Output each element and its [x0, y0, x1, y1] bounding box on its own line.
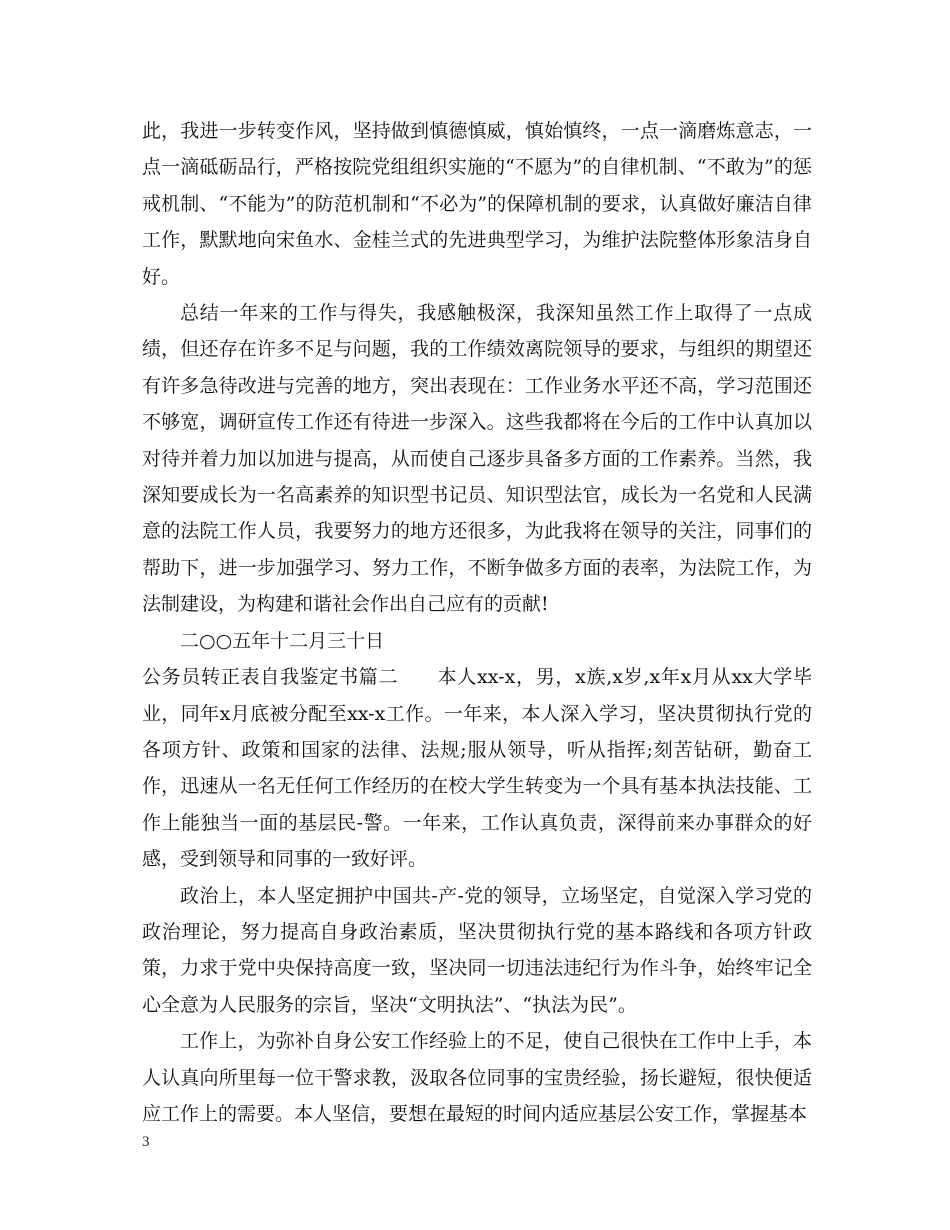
paragraph-summary: 总结一年来的工作与得失，我感触极深，我深知虽然工作上取得了一点成绩，但还存在许多不足与问题，我的工作绩效离院领导的要求，与组织的期望还有许多急待改进与完善的地方，突出表现在：工作业务水平还不高，学习范围还不够宽，调研宣传工作还有待进一步深入。这些我都将在今后的工作中认真加以对待并着力加以加进与提高，从而使自己逐步具备多方面的工作素养。当然，我深知要成长为一名高素养的知识型书记员、知识型法官，成长为一名党和人民满意的法院工作人员，我要努力的地方还很多，为此我将在领导的关注，同事们的帮助下，进一步加强学习、努力工作，不断争做多方面的表率，为法院工作，为法制建设，为构建和谐社会作出自己应有的贡献! [142, 302, 812, 616]
page-number: 3 [142, 1134, 150, 1150]
paragraph-political: 政治上，本人坚定拥护中国共-产-党的领导，立场坚定，自觉深入学习党的政治理论，努力提高自身政治素质，坚决贯彻执行党的基本路线和各项方针政策，力求于党中央保持高度一致，坚决同一切违法违纪行为作斗争，始终牢记全心全意为人民服务的宗旨，坚决“文明执法”、“执法为民”。 [142, 884, 812, 1016]
document-body [142, 113, 812, 1132]
paragraph-date: 二○○五年十二月三十日 [180, 629, 385, 652]
paragraph-work: 工作上，为弥补自身公安工作经验上的不足，使自己很快在工作中上手，本人认真向所里每一位干警求教，汲取各位同事的宝贵经验，扬长避短，很快便适应工作上的需要。本人坚信，要想在最短的时间内适应基层公安工作，掌握基本 [142, 1030, 812, 1125]
paragraph-conduct: 此，我进一步转变作风，坚持做到慎德慎威，慎始慎终，一点一滴磨炼意志，一点一滴砥砺品行，严格按院党组组织实施的“不愿为”的自律机制、“不敢为”的惩戒机制、“不能为”的防范机制和“不必为”的保障机制的要求，认真做好廉洁自律工作，默默地向宋鱼水、金桂兰式的先进典型学习，为维护法院整体形象洁身自好。 [142, 120, 812, 288]
paragraph-section-two-intro: 公务员转正表自我鉴定书篇二 本人xx-x，男，x族,x岁,x年x月从xx大学毕业，同年x月底被分配至xx-x工作。一年来，本人深入学习，坚决贯彻执行党的各项方针、政策和国家的法律、法规;服从领导，听从指挥;刻苦钻研，勤奋工作，迅速从一名无任何工作经历的在校大学生转变为一个具有基本执法技能、工作上能独当一面的基层民-警。一年来，工作认真负责，深得前来办事群众的好感，受到领导和同事的一致好评。 [142, 666, 812, 871]
